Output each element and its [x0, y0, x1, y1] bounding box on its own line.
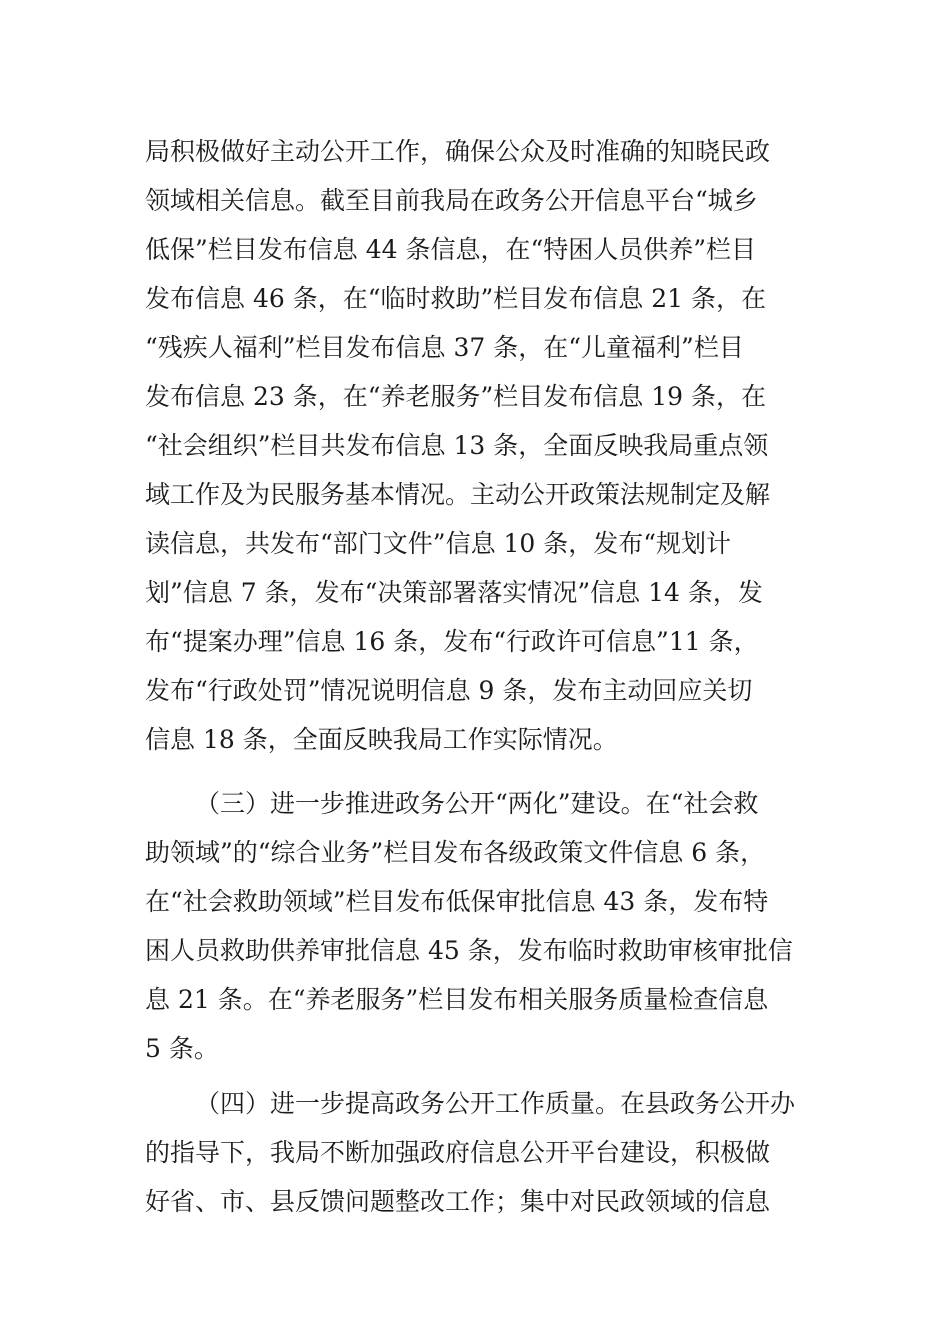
text-line: 领域相关信息。截至目前我局在政务公开信息平台“城乡	[145, 186, 758, 215]
text-line: 的指导下，我局不断加强政府信息公开平台建设，积极做	[145, 1138, 771, 1167]
text-line: 发布“行政处罚”情况说明信息 9 条，发布主动回应关切	[145, 676, 753, 705]
text-line: “残疾人福利”栏目发布信息 37 条，在“儿童福利”栏目	[145, 333, 744, 362]
text-line: 困人员救助供养审批信息 45 条，发布临时救助审核审批信	[145, 936, 793, 965]
paragraph-open-info-statistics	[145, 127, 810, 764]
text-line: 在“社会救助领域”栏目发布低保审批信息 43 条，发布特	[145, 887, 769, 916]
text-line: 读信息，共发布“部门文件”信息 10 条，发布“规划计	[145, 529, 732, 558]
text-line: 信息 18 条，全面反映我局工作实际情况。	[145, 725, 618, 754]
text-line: 息 21 条。在“养老服务”栏目发布相关服务质量检查信息	[145, 985, 769, 1014]
text-line: 域工作及为民服务基本情况。主动公开政策法规制定及解	[145, 480, 771, 509]
text-line: 发布信息 23 条，在“养老服务”栏目发布信息 19 条，在	[145, 382, 766, 411]
text-line: 发布信息 46 条，在“临时救助”栏目发布信息 21 条，在	[145, 284, 766, 313]
text-line: 好省、市、县反馈问题整改工作；集中对民政领域的信息	[145, 1187, 771, 1216]
text-line: （四）进一步提高政务公开工作质量。在县政务公开办	[195, 1089, 796, 1118]
text-line: “社会组织”栏目共发布信息 13 条，全面反映我局重点领	[145, 431, 769, 460]
text-line: 局积极做好主动公开工作，确保公众及时准确的知晓民政	[145, 137, 771, 166]
paragraph-section-four	[145, 1079, 810, 1226]
text-line: 划”信息 7 条，发布“决策部署落实情况”信息 14 条，发	[145, 578, 763, 607]
text-line: 5 条。	[145, 1034, 219, 1063]
text-line: 助领域”的“综合业务”栏目发布各级政策文件信息 6 条，	[145, 838, 766, 867]
text-line: （三）进一步推进政务公开“两化”建设。在“社会救	[195, 789, 759, 818]
text-line: 低保”栏目发布信息 44 条信息，在“特困人员供养”栏目	[145, 235, 757, 264]
paragraph-section-three	[145, 779, 810, 1073]
text-line: 布“提案办理”信息 16 条，发布“行政许可信息”11 条，	[145, 627, 759, 656]
